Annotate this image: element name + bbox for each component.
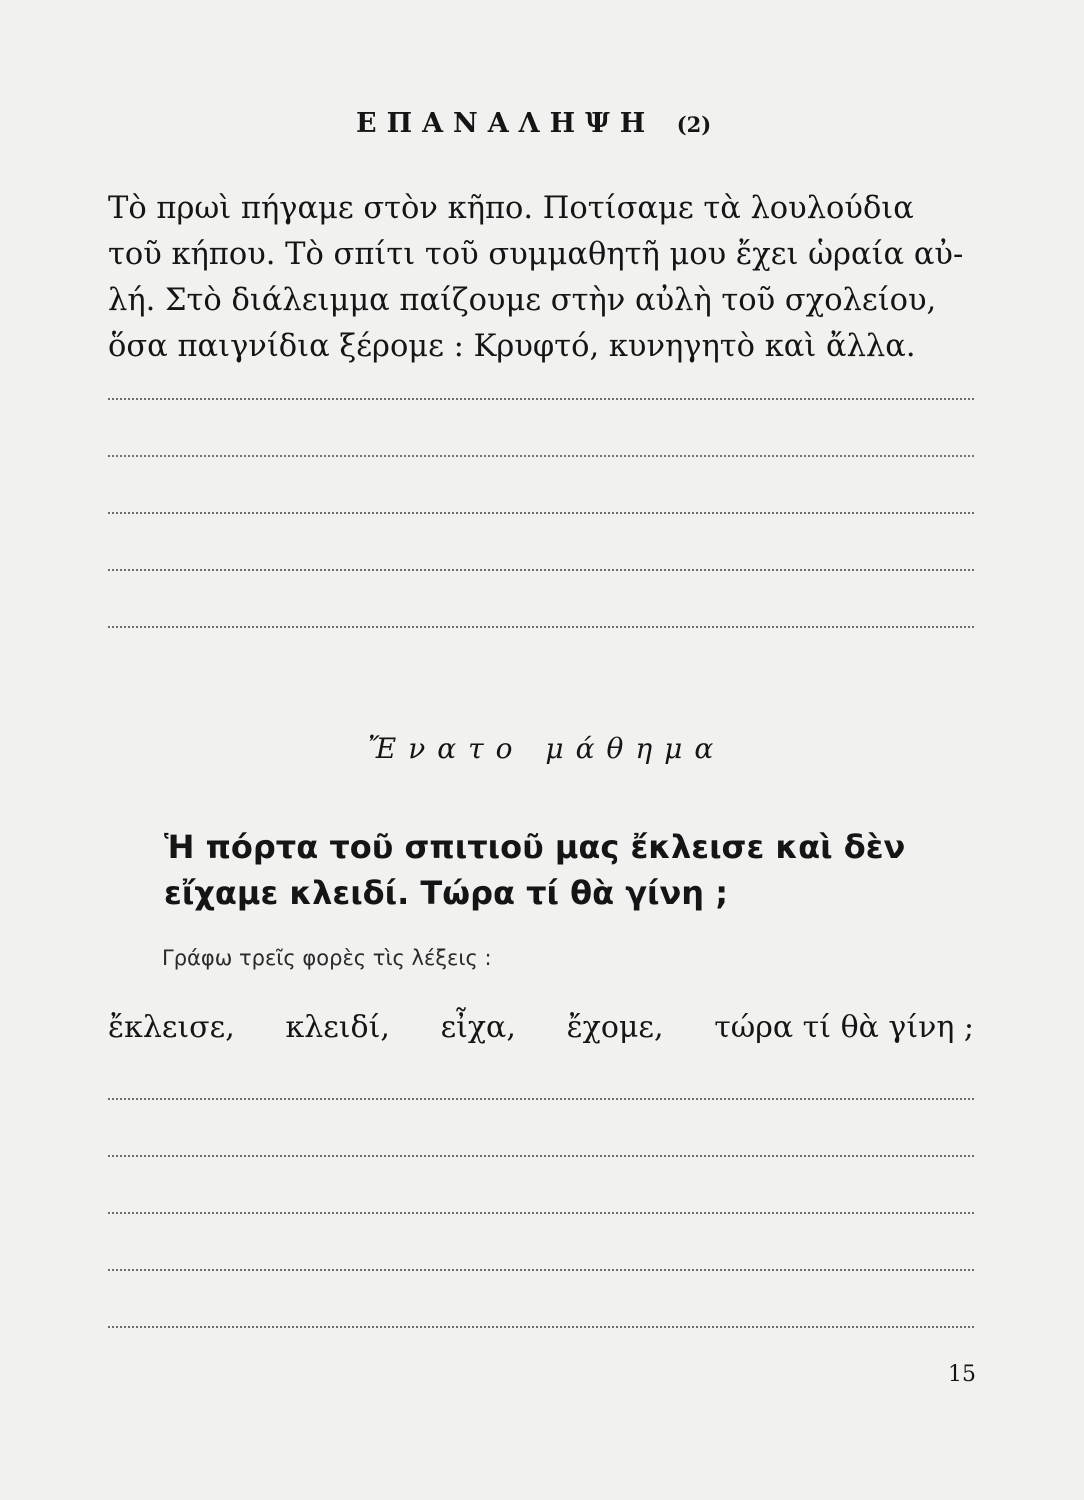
practice-word: ἔχομε, [566, 1010, 664, 1045]
paragraph-line: Τὸ πρωὶ πήγαμε στὸν κῆπο. Ποτίσαμε τὰ λουλούδια [108, 191, 914, 226]
section-heading [356, 108, 776, 139]
lesson-title: Ἔνατο μάθημα [368, 732, 726, 765]
writing-line [108, 626, 974, 628]
practice-words [108, 1010, 974, 1045]
writing-line [108, 1155, 974, 1157]
instruction-text: Γράφω τρεῖς φορὲς τὶς λέξεις : [162, 946, 492, 970]
heading-title: ΕΠΑΝΑΛΗΨΗ [356, 108, 656, 139]
writing-line [108, 1098, 974, 1100]
practice-word: εἶχα, [440, 1010, 516, 1045]
writing-line [108, 1212, 974, 1214]
practice-word: ἔκλεισε, [108, 1010, 235, 1045]
lesson-line: εἴχαμε κλειδί. Τώρα τί θὰ γίνη ; [164, 874, 729, 912]
paragraph-line: λή. Στὸ διάλειμμα παίζουμε στὴν αὐλὴ τοῦ σχολείου, [108, 283, 937, 318]
lesson-text [164, 824, 976, 916]
paragraph-line: τοῦ κήπου. Τὸ σπίτι τοῦ συμμαθητῆ μου ἔχει ὡραία αὐ- [108, 237, 964, 272]
page-number: 15 [948, 1362, 976, 1387]
review-paragraph [108, 186, 974, 370]
paragraph-line: ὅσα παιγνίδια ξέρομε : Κρυφτό, κυνηγητὸ καὶ ἄλλα. [108, 329, 916, 364]
writing-line [108, 1326, 974, 1328]
writing-line [108, 569, 974, 571]
writing-line [108, 1269, 974, 1271]
writing-line [108, 398, 974, 400]
practice-word: τώρα τί θὰ γίνη ; [714, 1010, 974, 1045]
writing-line [108, 512, 974, 514]
practice-word: κλειδί, [285, 1010, 390, 1045]
writing-line [108, 455, 974, 457]
lesson-line: Ἡ πόρτα τοῦ σπιτιοῦ μας ἔκλεισε καὶ δὲν [164, 828, 906, 866]
heading-number: (2) [676, 112, 712, 137]
